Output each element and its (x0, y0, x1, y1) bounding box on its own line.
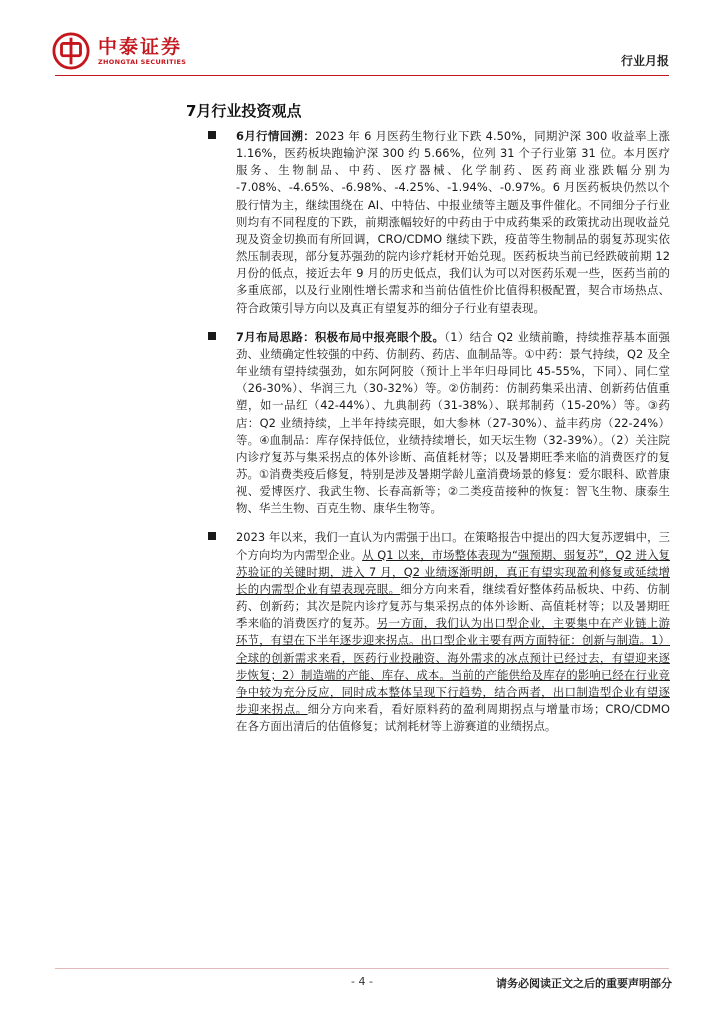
paragraph-text: 细分方向来看，看好原料药的盈利周期拐点与增量市场；CRO/CDMO 在各方面出清后的估值修复；试剂耗材等上游赛道的业绩拐点。 (236, 702, 670, 734)
paragraph-lead: 7月布局思路：积极布局中报亮眼个股。 (236, 329, 445, 344)
section-title: 7月行业投资观点 (186, 102, 302, 120)
square-bullet-icon (208, 532, 216, 540)
underlined-text: 另一方面，我们认为出口型企业，主要集中在产业链上游环节，有望在下半年逐步迎来拐点。出口型企业主要有两方面特征：创新与制造。1）全球的创新需求来看，医药行业投融资、海外需求的冰点预计已经过去，有望迎来逐步恢复；2）制造端的产能、库存、成本。当前的产能供给及库存的影响已经在行业竞争中较为充分反应，同时成本整体呈现下行趋势，结合两者，出口制造型企业有望逐步迎来拐点。 (236, 616, 670, 716)
header-divider (55, 75, 669, 76)
report-body (236, 128, 670, 747)
paragraph-lead: 6月行情回溯： (236, 129, 316, 143)
paragraph-june-review (236, 128, 670, 317)
logo-chinese-name: 中泰证券 (98, 35, 183, 58)
square-bullet-icon (208, 332, 216, 340)
paragraph-text: （1）结合 Q2 业绩前瞻，持续推荐基本面强劲、业绩确定性较强的中药、仿制药、药店、血制品等。①中药：景气持续，Q2 及全年业绩有望持续强劲，如东阿阿胶（预计上半年归母同比 45-55%，下同）、同仁堂（26-30%）、华润三九（30-32%）等。②仿制药：仿制药集采出清、创新药估值重塑，如一品红（42-44%）、九典制药（31-38%）、联邦制药（15-20%）等。③药店：Q2 业绩持续，上半年持续亮眼，如大参林（27-30%）、益丰药房（22-24%）等。④血制品：库存保持低位，业绩持续增长，如天坛生物（32-39%）。（2）关注院内诊疗复苏与集采拐点的体外诊断、高值耗材等；以及暑期旺季来临的消费医疗的复苏。①消费类疫后修复，特别是涉及暑期学龄儿童消费场景的修复：爱尔眼科、欧普康视、爱博医疗、我武生物、长春高新等；②二类疫苗接种的恢复：智飞生物、康泰生物、华兰生物、百克生物、康华生物等。 (236, 329, 670, 516)
paragraph-july-strategy (236, 329, 670, 518)
zhongtai-logo-icon (52, 32, 90, 70)
paragraph-text: 2023 年以来，我们一直认为内需强于出口。在策略报告中提出的四大复苏逻辑中，三个方向均为内需型企业。 (236, 530, 670, 562)
underlined-text: 从 Q1 以来，市场整体表现为“强预期、弱复苏”，Q2 进入复苏验证的关键时期，进入 7 月，Q2 业绩逐渐明朗，真正有望实现盈利修复或延续增长的内需型企业有望表现亮眼。 (236, 547, 670, 596)
paragraph-outlook (236, 529, 670, 735)
paragraph-text: 2023 年 6 月医药生物行业下跌 4.50%，同期沪深 300 收益率上涨 1.16%，医药板块跑输沪深 300 约 5.66%，位列 31 个子行业第 31 位。本月医疗服务、生物制品、中药、医疗器械、化学制药、医药商业涨跌幅分别为 -7.08%、-4.65%、-6.98%、-4.25%、-1.94%、-0.97%。6 月医药板块仍然以个股行情为主，继续围绕在 AI、中特估、中报业绩等主题及事件催化。不同细分子行业则均有不同程度的下跌，前期涨幅较好的中药由于中成药集采的政策扰动出现收益兑现及资金切换而有所回调，CRO/CDMO 继续下跌，疫苗等生物制品的弱复苏现实依然压制表现，部分复苏强劲的院内诊疗耗材开始兑现。医药板块当前已经跌破前期 12 月份的低点，接近去年 9 月的历史低点，我们认为可以对医药乐观一些，医药当前的多重底部，以及行业刚性增长需求和当前估值性价比值得积极配置，契合市场热点、符合政策引导方向以及真正有望复苏的细分子行业有望表现。 (236, 129, 670, 315)
footer-divider (55, 968, 669, 969)
report-type-label: 行业月报 (620, 54, 669, 68)
square-bullet-icon (208, 131, 216, 139)
page-header (0, 0, 724, 80)
disclaimer-text: 请务必阅读正文之后的重要声明部分 (496, 977, 672, 990)
company-logo (52, 32, 186, 70)
page-number: - 4 - (351, 975, 373, 988)
logo-english-name: ZHONGTAI SECURITIES (98, 57, 187, 66)
paragraph-text: 细分方向来看，继续看好整体药品板块、中药、仿制药、创新药；其次是院内诊疗复苏与集采拐点的体外诊断、高值耗材等；以及暑期旺季来临的消费医疗的复苏。 (236, 581, 670, 631)
